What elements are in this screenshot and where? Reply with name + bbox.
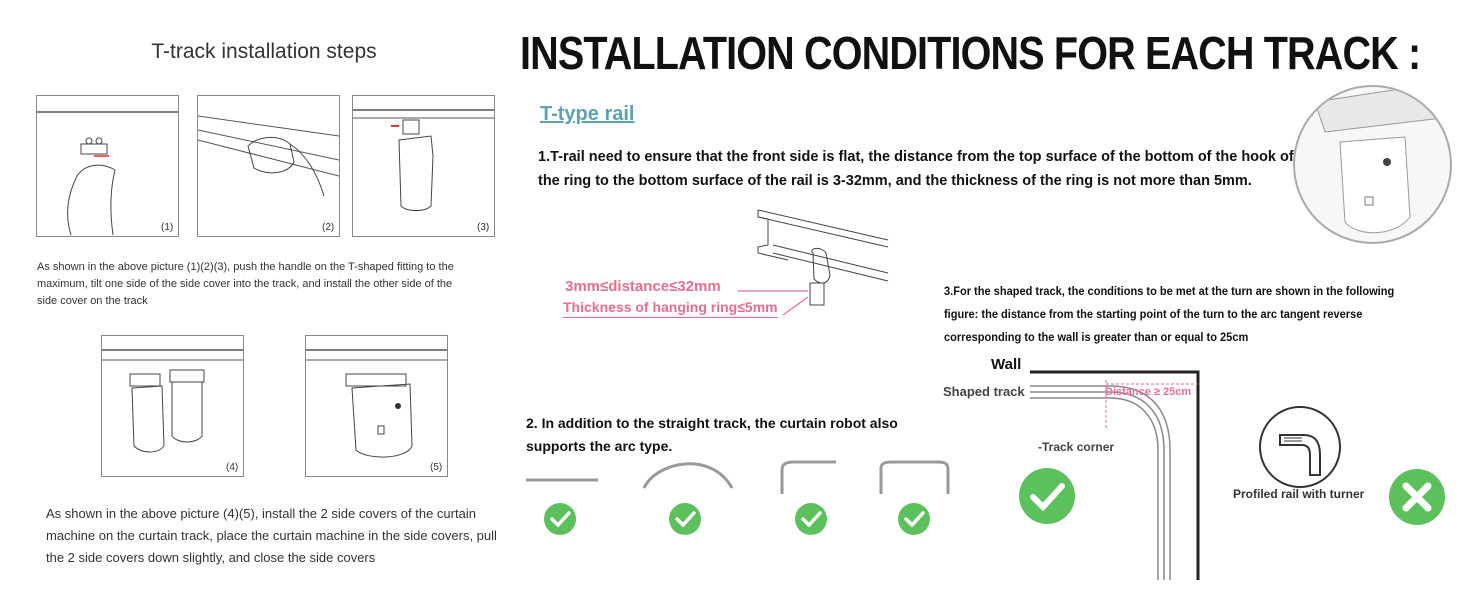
track-corner-label: -Track corner xyxy=(1038,440,1115,454)
profiled-rail-illustration xyxy=(1258,405,1342,489)
distance-label: 3mm≤distance≤32mm xyxy=(565,278,721,295)
u-track-shape xyxy=(881,462,948,494)
l-track-shape xyxy=(782,462,836,494)
distance-25-label: Distance ≥ 25cm xyxy=(1105,386,1192,398)
check-icon xyxy=(795,503,827,535)
arc-track-shape xyxy=(644,464,732,488)
check-icon xyxy=(898,503,930,535)
product-photo xyxy=(1293,85,1452,244)
step-2-panel xyxy=(197,95,340,237)
profiled-rail-reject-icon xyxy=(1388,468,1446,526)
step-2-label: (2) xyxy=(322,222,335,233)
condition-3-text: 3.For the shaped track, the conditions to be met at the turn are shown in the following figure: the distance from the starting point of the turn to the arc tangent reverse corresponding to the wall is greater than or equal to 25cm xyxy=(944,284,1395,344)
step-3-label: (3) xyxy=(477,222,490,233)
check-icon xyxy=(669,503,701,535)
check-icon xyxy=(544,503,576,535)
condition-1-text: 1.T-rail need to ensure that the front side is flat, the distance from the top surface of the bottom of the hook of the ring to the bottom surface of the rail is 3-32mm, and the thickness of the ring is not more than 5mm. xyxy=(538,149,1294,189)
step-4-panel xyxy=(101,335,244,477)
step-2-illustration xyxy=(198,96,339,236)
step-3-illustration xyxy=(353,96,494,236)
step-3-panel xyxy=(352,95,495,237)
check-icons-row xyxy=(543,502,963,536)
instruction-2: As shown in the above picture (4)(5), install the 2 side covers of the curtain machine on the curtain track, place the curtain machine in the side covers, pull the 2 side covers down slightly, and close the side covers xyxy=(46,506,497,565)
step-1-panel xyxy=(36,95,179,237)
track-shapes xyxy=(526,452,966,502)
step-1-illustration xyxy=(37,96,178,236)
condition-2-text: 2. In addition to the straight track, the curtain robot also supports the arc type. xyxy=(526,415,898,454)
shaped-track-label: Shaped track xyxy=(943,384,1025,399)
profiled-rail-label: Profiled rail with turner xyxy=(1233,487,1365,501)
curtain-motor-illustration xyxy=(1295,87,1450,242)
thickness-label: Thickness of hanging ring≤5mm xyxy=(563,299,778,318)
step-1-label: (1) xyxy=(161,222,174,233)
main-title: INSTALLATION CONDITIONS FOR EACH TRACK : xyxy=(520,27,1421,79)
t-type-rail-title: T-type rail xyxy=(540,103,635,125)
step-4-label: (4) xyxy=(226,462,239,473)
step-5-label: (5) xyxy=(430,462,443,473)
step-5-illustration xyxy=(306,336,447,476)
step-4-illustration xyxy=(102,336,243,476)
instruction-1: As shown in the above picture (1)(2)(3), push the handle on the T-shaped fitting to the maximum, tilt one side of the side cover into the track, and install the other side of the side cover on the track xyxy=(37,261,454,307)
step-5-panel xyxy=(305,335,448,477)
wall-label: Wall xyxy=(991,356,1022,373)
shaped-track-check-icon xyxy=(1018,467,1076,525)
steps-title: T-track installation steps xyxy=(151,40,377,63)
